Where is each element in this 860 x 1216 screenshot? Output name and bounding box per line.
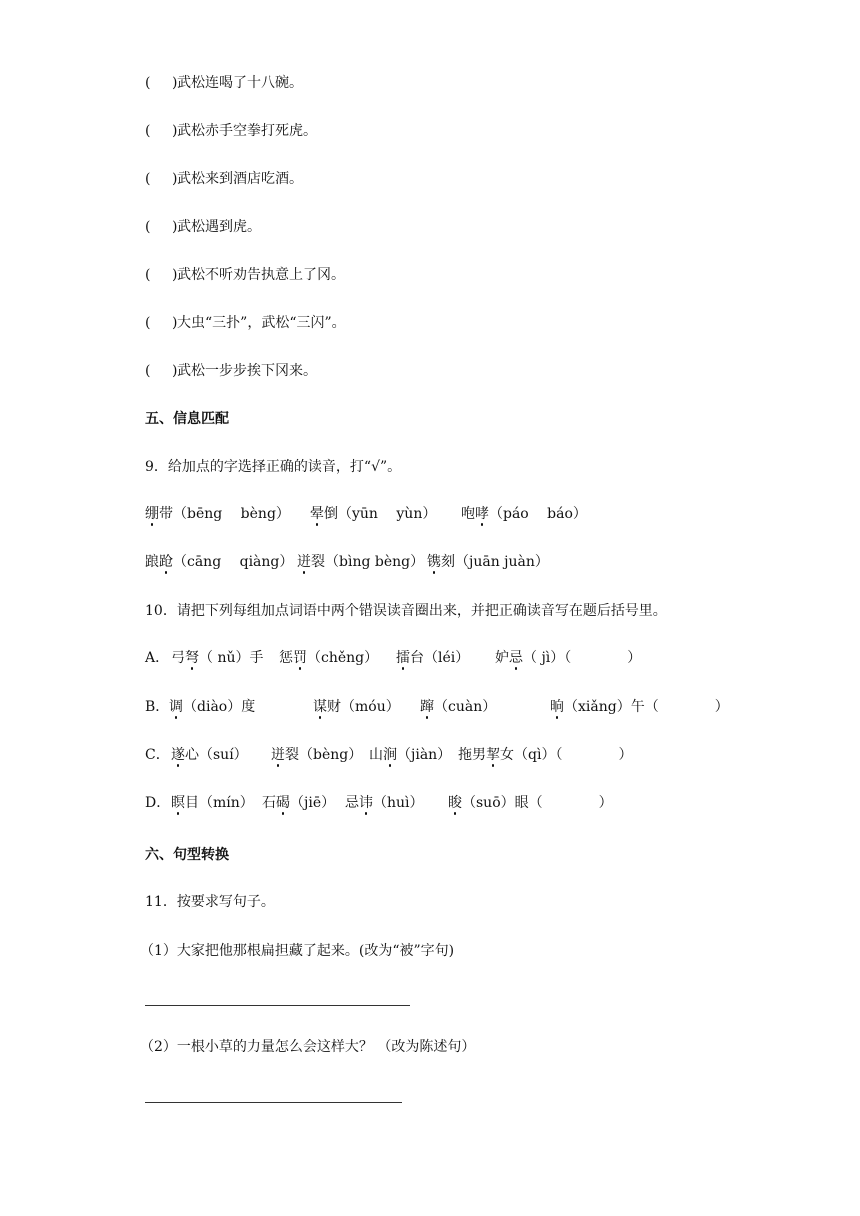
q9-row2 [145,552,745,572]
q10-item[interactable]: 遂心（suí） [171,747,248,763]
q10-item[interactable]: 石碣（jiē） [262,795,336,811]
order-item: ( ) 武松一步步挨下冈来。 [145,363,317,379]
q9-item[interactable]: 踉跄（cāng qiàng） [145,554,294,570]
q10-prompt: 10．请把下列每组加点词语中两个错误读音圈出来，并把正确读音写在题后括号里。 [145,603,667,619]
q10-item[interactable]: 调（diào）度 [169,699,256,715]
q11-prompt: 11．按要求写句子。 [145,894,275,910]
q10-item[interactable]: 弓弩（ nǔ）手 [171,650,264,666]
order-item: ( ) 武松不听劝告执意上了冈。 [145,267,345,283]
q10-item[interactable]: 忌讳（huì） [345,795,424,811]
q9-item[interactable]: 绷带（bēng bèng） [145,506,290,522]
option-label: D． [145,795,171,811]
order-item: ( ) 武松来到酒店吃酒。 [145,171,303,187]
order-item: ( ) 武松遇到虎。 [145,219,261,235]
q10-item[interactable]: 晌（xiǎng）午（ ） [550,699,729,715]
order-blank[interactable]: ( ) [145,75,178,91]
q9-prompt: 9．给加点的字选择正确的读音，打“√”。 [145,459,402,475]
answer-line-1[interactable] [145,1005,410,1006]
order-blank[interactable]: ( ) [145,171,178,187]
q9-item[interactable]: 晕倒（yūn yùn） [310,506,437,522]
q9-item[interactable]: 镌刻（juān juàn） [427,554,549,570]
q9-row1 [145,504,745,524]
section-five-title: 五、信息匹配 [145,411,229,427]
order-blank[interactable]: ( ) [145,123,178,139]
q9-item[interactable]: 咆哮（páo báo） [461,506,587,522]
q10-option-d [145,793,725,813]
option-label: B． [145,699,170,715]
q10-item[interactable]: 山涧（jiàn） [369,747,452,763]
section-six-title: 六、句型转换 [145,847,229,863]
order-blank[interactable]: ( ) [145,267,178,283]
q10-item[interactable]: 妒忌（ jì）（ ） [495,650,642,666]
q11-sentence-2: （2）一根小草的力量怎么会这样大？ （改为陈述句） [140,1039,476,1055]
answer-line-2[interactable] [145,1102,402,1103]
q10-option-c [145,745,725,765]
q10-item[interactable]: 谋财（móu） [313,699,400,715]
order-blank[interactable]: ( ) [145,315,178,331]
order-blank[interactable]: ( ) [145,219,178,235]
order-item: ( ) 武松连喝了十八碗。 [145,75,303,91]
q11-sentence-1: （1）大家把他那根扁担藏了起来。(改为“被”字句) [140,943,455,959]
q10-item[interactable]: 瞑目（mín） [171,795,254,811]
option-label: A． [145,650,170,666]
order-item: ( ) 大虫“三扑”，武松“三闪”。 [145,315,346,331]
q10-option-a [145,648,725,668]
q10-item[interactable]: 迸裂（bèng） [271,747,363,763]
q10-option-b [145,697,729,717]
order-blank[interactable]: ( ) [145,363,178,379]
q10-item[interactable]: 惩罚（chěng） [279,650,379,666]
q9-item[interactable]: 迸裂（bìng bèng） [297,554,425,570]
order-item: ( ) 武松赤手空拳打死虎。 [145,123,317,139]
option-label: C． [145,747,170,763]
q10-item[interactable]: 睃（suō）眼（ ） [448,795,613,811]
q10-item[interactable]: 擂台（léi） [396,650,470,666]
q10-item[interactable]: 蹿（cuàn） [420,699,497,715]
q10-item[interactable]: 拖男挈女（qì）（ ） [458,747,633,763]
